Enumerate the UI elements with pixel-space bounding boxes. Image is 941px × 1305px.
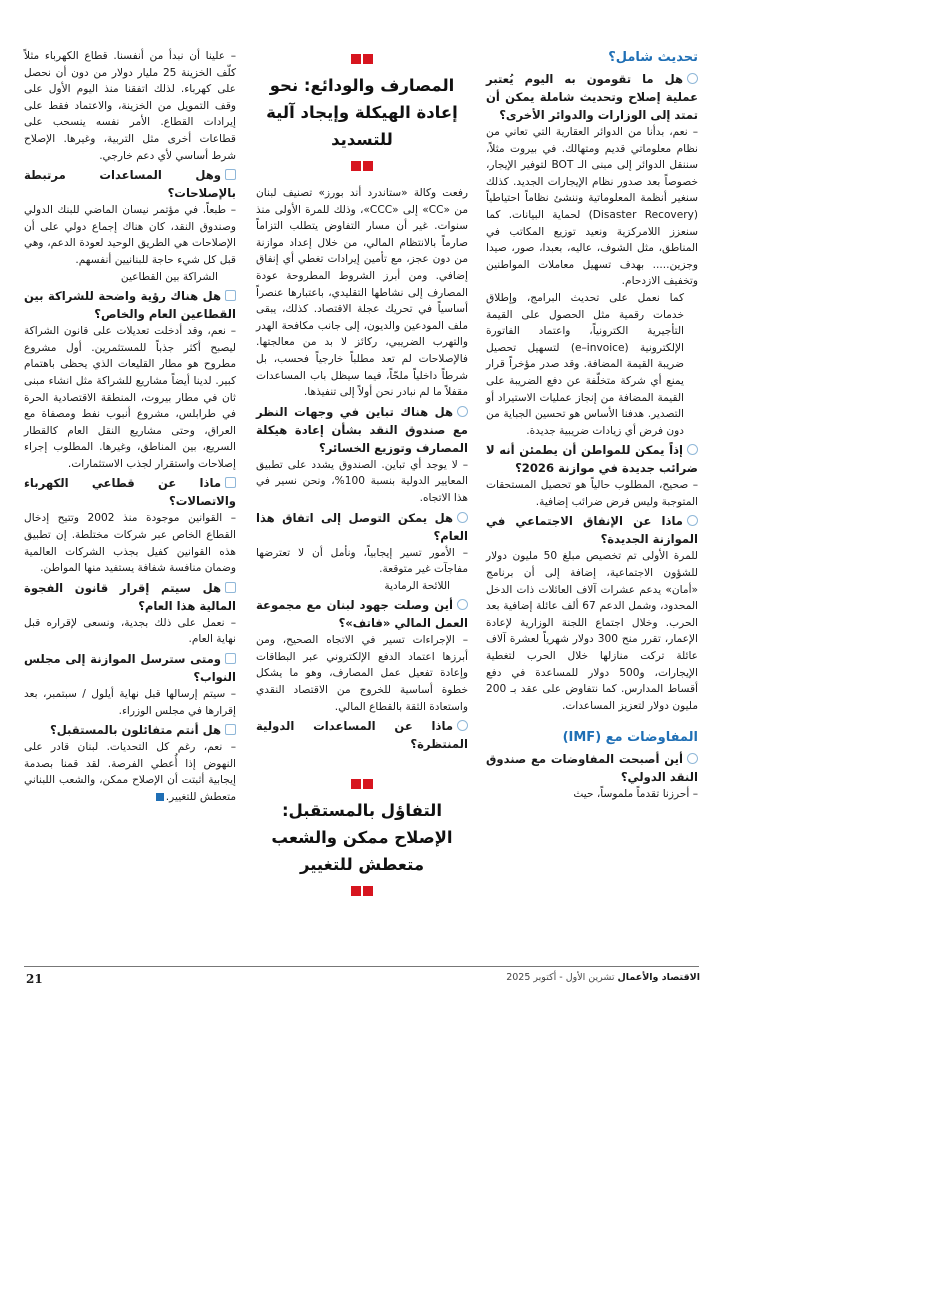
answer-paragraph: – نعمل على ذلك بجدية، ونسعى لإقراره قبل نهاية العام. [24, 616, 236, 646]
section-heading-comprehensive-update: تحديث شامل؟ [608, 50, 698, 65]
question: ماذا عن الإنفاق الاجتماعي في الموازنة الجديدة؟ [486, 514, 698, 547]
body-paragraph: رفعت وكالة «ستاندرد أند بورز» تصنيف لبنان من «CC» إلى «CCC»، وذلك للمرة الأولى منذ سنوات. غير أن مسار التفاوض يتطلب التزاماً صارماً بالانتظام المالي، من خلال إعداد موازنة من دون عجز، مع تأمين إيرادات تغطي أي إنفاق إضافي. ومن أبرز الشروط المطروحة عودة المصارف إلى نشاطها التقليدي، باعتبارها عنصراً أساسياً في تحريك عجلة الاقتصاد. كذلك، يبقى ملف المودعين والديون، إلى جانب مكافحة الهدر والتهرب الضريبي، ركائز لا بد من معالجتها. فالإصلاحات لم تعد مطلباً خارجياً فحسب، بل شرطاً داخلياً ملحّاً، فيما سيظل باب المساعدات مقفلاً ما لم نبادر نحن أولاً إلى تنفيذها. [256, 187, 468, 399]
question: أين وصلت جهود لبنان مع مجموعة العمل المالي «فاتف»؟ [256, 598, 468, 631]
question: هل هناك تباين في وجهات النظر مع صندوق النقد بشأن إعادة هيكلة المصارف وتوزيع الخسائر؟ [256, 404, 468, 455]
answer-paragraph: – نعم، وقد أدخلت تعديلات على قانون الشراكة ليصبح أكثر جذباً للمستثمرين. أول مشروع مطروح هو مطار القليعات الذي يحظى باهتمام كبير. لدينا أيضاً مشاريع للشراكة مثل انشاء مبنى ثان في مطار بيروت، المنطقة الاقتصادية الحرة في طرابلس، مشروع أنبوب نفط ومصفاة مع العراق، وحتى مشاريع النقل العام كالقطار السريع، بين المناطق، وغيرها. المطلوب إجراء إصلاحات واستقرار لجذب الاستثمارات. [24, 325, 236, 470]
answer-paragraph: – سيتم إرسالها قبل نهاية أيلول / سبتمبر، بعد إقرارها في مجلس الوزراء. [24, 688, 236, 717]
answer-paragraph: – أحرزنا تقدماً ملموساً، حيث [573, 788, 698, 801]
question: هل يمكن التوصل إلى اتفاق هذا العام؟ [256, 510, 468, 543]
question: وهل المساعدات مرتبطة بالإصلاحات؟ [24, 168, 236, 201]
article-column-left [24, 48, 236, 806]
subtitle-block [256, 779, 468, 896]
subtitle-block [256, 54, 468, 171]
answer-paragraph: للمرة الأولى تم تخصيص مبلغ 50 مليون دولار للشؤون الاجتماعية، إضافة إلى أن برنامج «أمان» يدعم عشرات آلاف العائلات ذات الدخل المحدود، وشمل الدعم 67 ألف عائلة إضافية بعد الحرب. وخلال اجتماع اللجنة الوزارية لإعادة الإعمار، تقرر منح 300 دولار شهرياً لعشرة آلاف عائلة تركت منازلها خلال الحرب لتغطية الإيجارات، و500 دولار للمساعدة في دفع أقساط المدارس. كما نتفاوض على عقد بـ 200 مليون دولار لتعزيز المساعدات. [486, 550, 699, 712]
question-bullet-icon [687, 515, 698, 526]
question: هل هناك رؤية واضحة للشراكة بين القطاعين العام والخاص؟ [24, 289, 236, 322]
answer-paragraph: – نعم، بدأنا من الدوائر العقارية التي تعاني من نظام معلوماتي قديم ومتهالك. في بيروت مثلاً، سننقل الدوائر إلى مبنى الـ BOT لتوفير الإيجار، خصوصاً بعد صدور نظام الإيجارات الجديد. كذلك سنغير أنظمة المعلوماتية وننشئ نظاماً احتياطياً (Disaster Recovery) لحماية البيانات. كما سنعزز اللامركزية ونعيد توزيع المكاتب في المناطق، مثل الشوف، عاليه، بعبدا، صور، صيدا وجزين..... بهدف تسهيل معاملات المواطنين وتخفيف الازدحام. [486, 126, 698, 288]
question-bullet-icon [225, 724, 236, 735]
subheading-grey-list: اللائحة الرمادية [384, 579, 450, 592]
footer-divider [24, 966, 699, 967]
question-bullet-icon [457, 512, 468, 523]
question: هل ما تقومون به اليوم يُعتبر عملية إصلاح وتحديث شاملة يمكن أن تمتد إلى الوزارات والدوائر الأخرى؟ [486, 72, 698, 122]
subtitle-optimism-future: التفاؤل بالمستقبل: الإصلاح ممكن والشعب متعطش للتغيير [271, 801, 453, 875]
question-bullet-icon [457, 599, 468, 610]
page-number: 21 [26, 972, 43, 986]
article-column-middle [256, 48, 468, 910]
question-bullet-icon [687, 444, 698, 455]
answer-paragraph: – لا يوجد أي تباين. الصندوق يشدد على تطبيق المعايير الدولية بنسبة 100%، ونحن نسير في هذا الاتجاه. [256, 458, 468, 504]
question-bullet-icon [457, 406, 468, 417]
subheading-partnership: الشراكة بين القطاعين [120, 270, 218, 283]
question-bullet-icon [457, 720, 468, 731]
answer-paragraph: – طبعاً. في مؤتمر نيسان الماضي للبنك الدولي وصندوق النقد، كان هناك إجماع دولي على أن الإصلاحات هي الطريق الوحيد لعودة الدعم، وهي قبل كل شيء حاجة للبنانيين أنفسهم. [24, 204, 236, 266]
issue-date: تشرين الأول - أكتوبر 2025 [506, 972, 615, 983]
answer-paragraph: – علينا أن نبدأ من أنفسنا. قطاع الكهرباء مثلاً كلّف الخزينة 25 مليار دولار من دون أن نحصل على كهرباء. لذلك اتفقنا منذ اليوم الأول على وقف التمويل من الخزينة، والاعتماد فقط على إيرادات القطاع. الأمر نفسه ينسحب على قطاعات أخرى مثل التربية، وغيرها. الإصلاح شرط أساسي لأي دعم خارجي. [24, 50, 236, 162]
question: ماذا عن المساعدات الدولية المنتظرة؟ [256, 719, 468, 752]
question: إذاً يمكن للمواطن أن يطمئن أنه لا ضرائب جديدة في موازنة 2026؟ [486, 443, 698, 476]
question-bullet-icon [687, 753, 698, 764]
red-squares-ornament [256, 54, 468, 64]
red-squares-ornament [256, 886, 468, 896]
red-squares-ornament [256, 161, 468, 171]
answer-paragraph: – القوانين موجودة منذ 2002 وتتيح إدخال القطاع الخاص عبر شركات مختلطة. إن تطبيق هذه القوانين كفيل بجذب الشركات العالمية وضمان منافسة شفافة يستفيد منها المواطن. [24, 512, 236, 575]
subtitle-banks-deposits: المصارف والودائع: نحو إعادة الهيكلة وإيجاد آلية للتسديد [266, 76, 458, 149]
question-bullet-icon [225, 477, 236, 488]
footer-publication-info [506, 972, 700, 983]
red-squares-ornament [256, 779, 468, 789]
question: ومتى سترسل الموازنة إلى مجلس النواب؟ [24, 652, 236, 685]
answer-paragraph: – نعم، رغم كل التحديات. لبنان قادر على النهوض إذا أُعطي الفرصة. لقد قمنا بصدمة إيجابية أثبتت أن الإصلاح ممكن، والشعب اللبناني متعطش للتغيير. [24, 741, 236, 803]
answer-paragraph: – الأمور تسير إيجابياً، ونأمل أن لا تعترضها مفاجآت غير متوقعة. [256, 546, 468, 576]
article-end-mark-icon [156, 793, 164, 801]
question-bullet-icon [225, 169, 236, 180]
question: هل أنتم متفائلون بالمستقبل؟ [24, 721, 236, 739]
answer-paragraph: كما نعمل على تحديث البرامج، وإطلاق خدمات رقمية مثل الحصول على القيمة التأجيرية الكترونياً، واعتماد الفاتورة الإلكترونية (e–invoice) لتسهيل تحصيل ضريبة القيمة المضافة. وقد صدر مؤخراً قرار يمنع أي شركة متخلّفة عن دفع الضريبة على القيمة المضافة من إنجاز عمليات الاستيراد أو التصدير. هدفنا الأساس هو تحسين الجباية من دون فرض أي زيادات ضريبية جديدة. [486, 291, 684, 437]
article-column-right [486, 48, 698, 803]
question: أين أصبحت المفاوضات مع صندوق النقد الدولي؟ [486, 752, 698, 785]
question: ماذا عن قطاعي الكهرباء والاتصالات؟ [24, 476, 236, 509]
question-bullet-icon [225, 290, 236, 301]
section-heading-imf: المفاوضات مع (IMF) [562, 730, 698, 746]
answer-paragraph: – الإجراءات تسير في الاتجاه الصحيح، ومن أبرزها اعتماد الدفع الإلكتروني عبر البطاقات وإعادة تفعيل عمل المصارف، وهو ما يشكل خطوة أساسية للخروج من الاقتصاد النقدي واستعادة الثقة بالقطاع المالي. [256, 634, 468, 713]
answer-paragraph: – صحيح، المطلوب حالياً هو تحصيل المستحقات المتوجبة وليس فرض ضرائب إضافية. [486, 479, 698, 508]
question-bullet-icon [687, 73, 698, 84]
question-bullet-icon [225, 582, 236, 593]
question: هل سيتم إقرار قانون الفجوة المالية هذا العام؟ [24, 580, 236, 613]
magazine-name: الاقتصاد والأعمال [617, 972, 700, 983]
question-bullet-icon [225, 653, 236, 664]
